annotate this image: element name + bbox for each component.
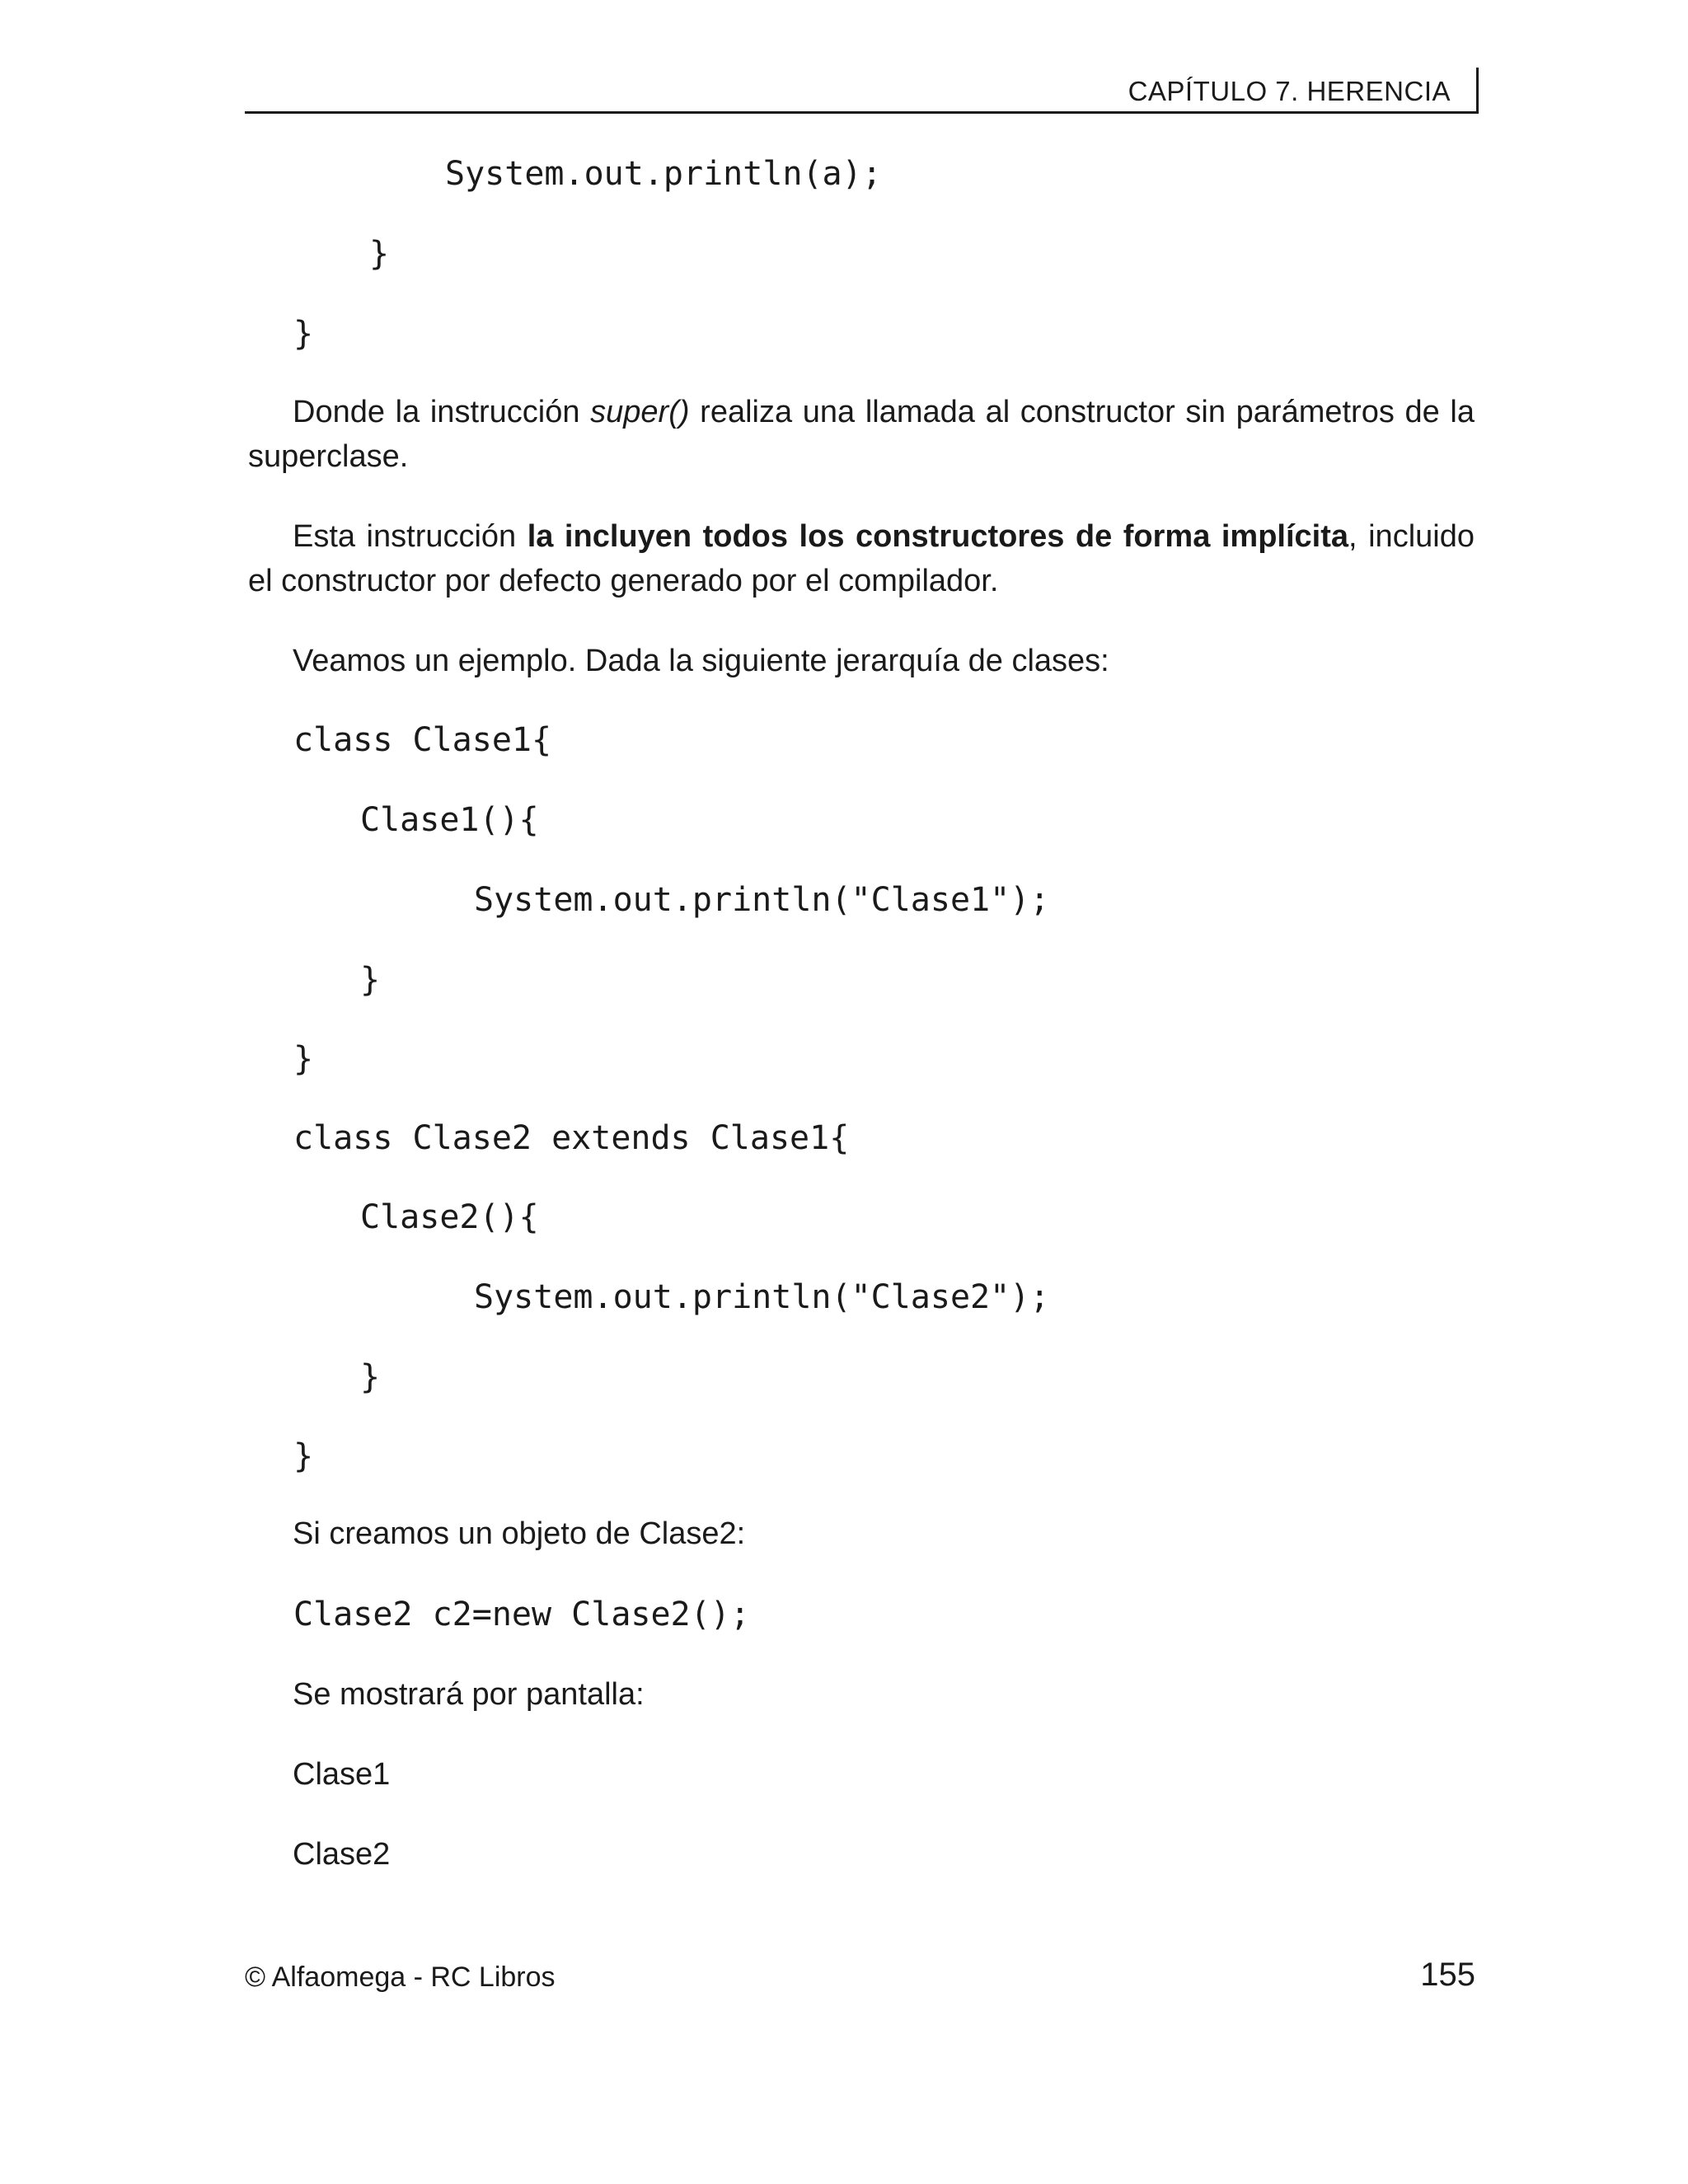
bold-emphasis: la incluyen todos los constructores de forma implícita: [527, 519, 1349, 554]
output-line: Clase2: [293, 1837, 391, 1872]
code-line: System.out.println("Clase1");: [474, 881, 1050, 919]
paragraph-text: , incluido el constructor por defecto generado por el compilador.: [248, 519, 1475, 598]
paragraph-text: Esta instrucción: [293, 519, 528, 554]
paragraph-super-call: [248, 390, 1475, 479]
inline-code-term: super(): [590, 395, 690, 429]
code-line: Clase1(){: [360, 801, 539, 839]
code-line: class Clase2 extends Clase1{: [293, 1119, 850, 1157]
output-line: Clase1: [293, 1757, 391, 1792]
code-line-closing-brace: }: [369, 235, 390, 273]
header-rule: [245, 111, 1479, 114]
header-corner-tick: [1476, 68, 1479, 114]
example-intro-text: Veamos un ejemplo. Dada la siguiente jerarquía de clases:: [293, 644, 1109, 678]
code-line: System.out.println("Clase2");: [474, 1278, 1050, 1316]
paragraph-text: Donde la instrucción: [293, 395, 591, 429]
code-line-closing-brace: }: [293, 315, 314, 353]
output-intro-text: Se mostrará por pantalla:: [293, 1677, 645, 1712]
create-object-text: Si creamos un objeto de Clase2:: [293, 1516, 746, 1551]
code-line: }: [360, 961, 381, 999]
code-line: class Clase1{: [293, 721, 552, 759]
paragraph-implicit-constructors: [248, 514, 1475, 603]
code-line-instantiation: Clase2 c2=new Clase2();: [293, 1596, 750, 1633]
paragraph-text: realiza una llamada al constructor sin parámetros de la superclase.: [248, 395, 1475, 474]
publisher-footer: © Alfaomega - RC Libros: [245, 1961, 556, 1993]
code-line: }: [360, 1358, 381, 1396]
code-line: }: [293, 1040, 314, 1078]
code-line: }: [293, 1437, 314, 1475]
page-number: 155: [1420, 1957, 1475, 1993]
chapter-header: CAPÍTULO 7. HERENCIA: [1128, 76, 1451, 106]
code-line: Clase2(){: [360, 1198, 539, 1236]
code-line-println-a: System.out.println(a);: [445, 155, 882, 193]
